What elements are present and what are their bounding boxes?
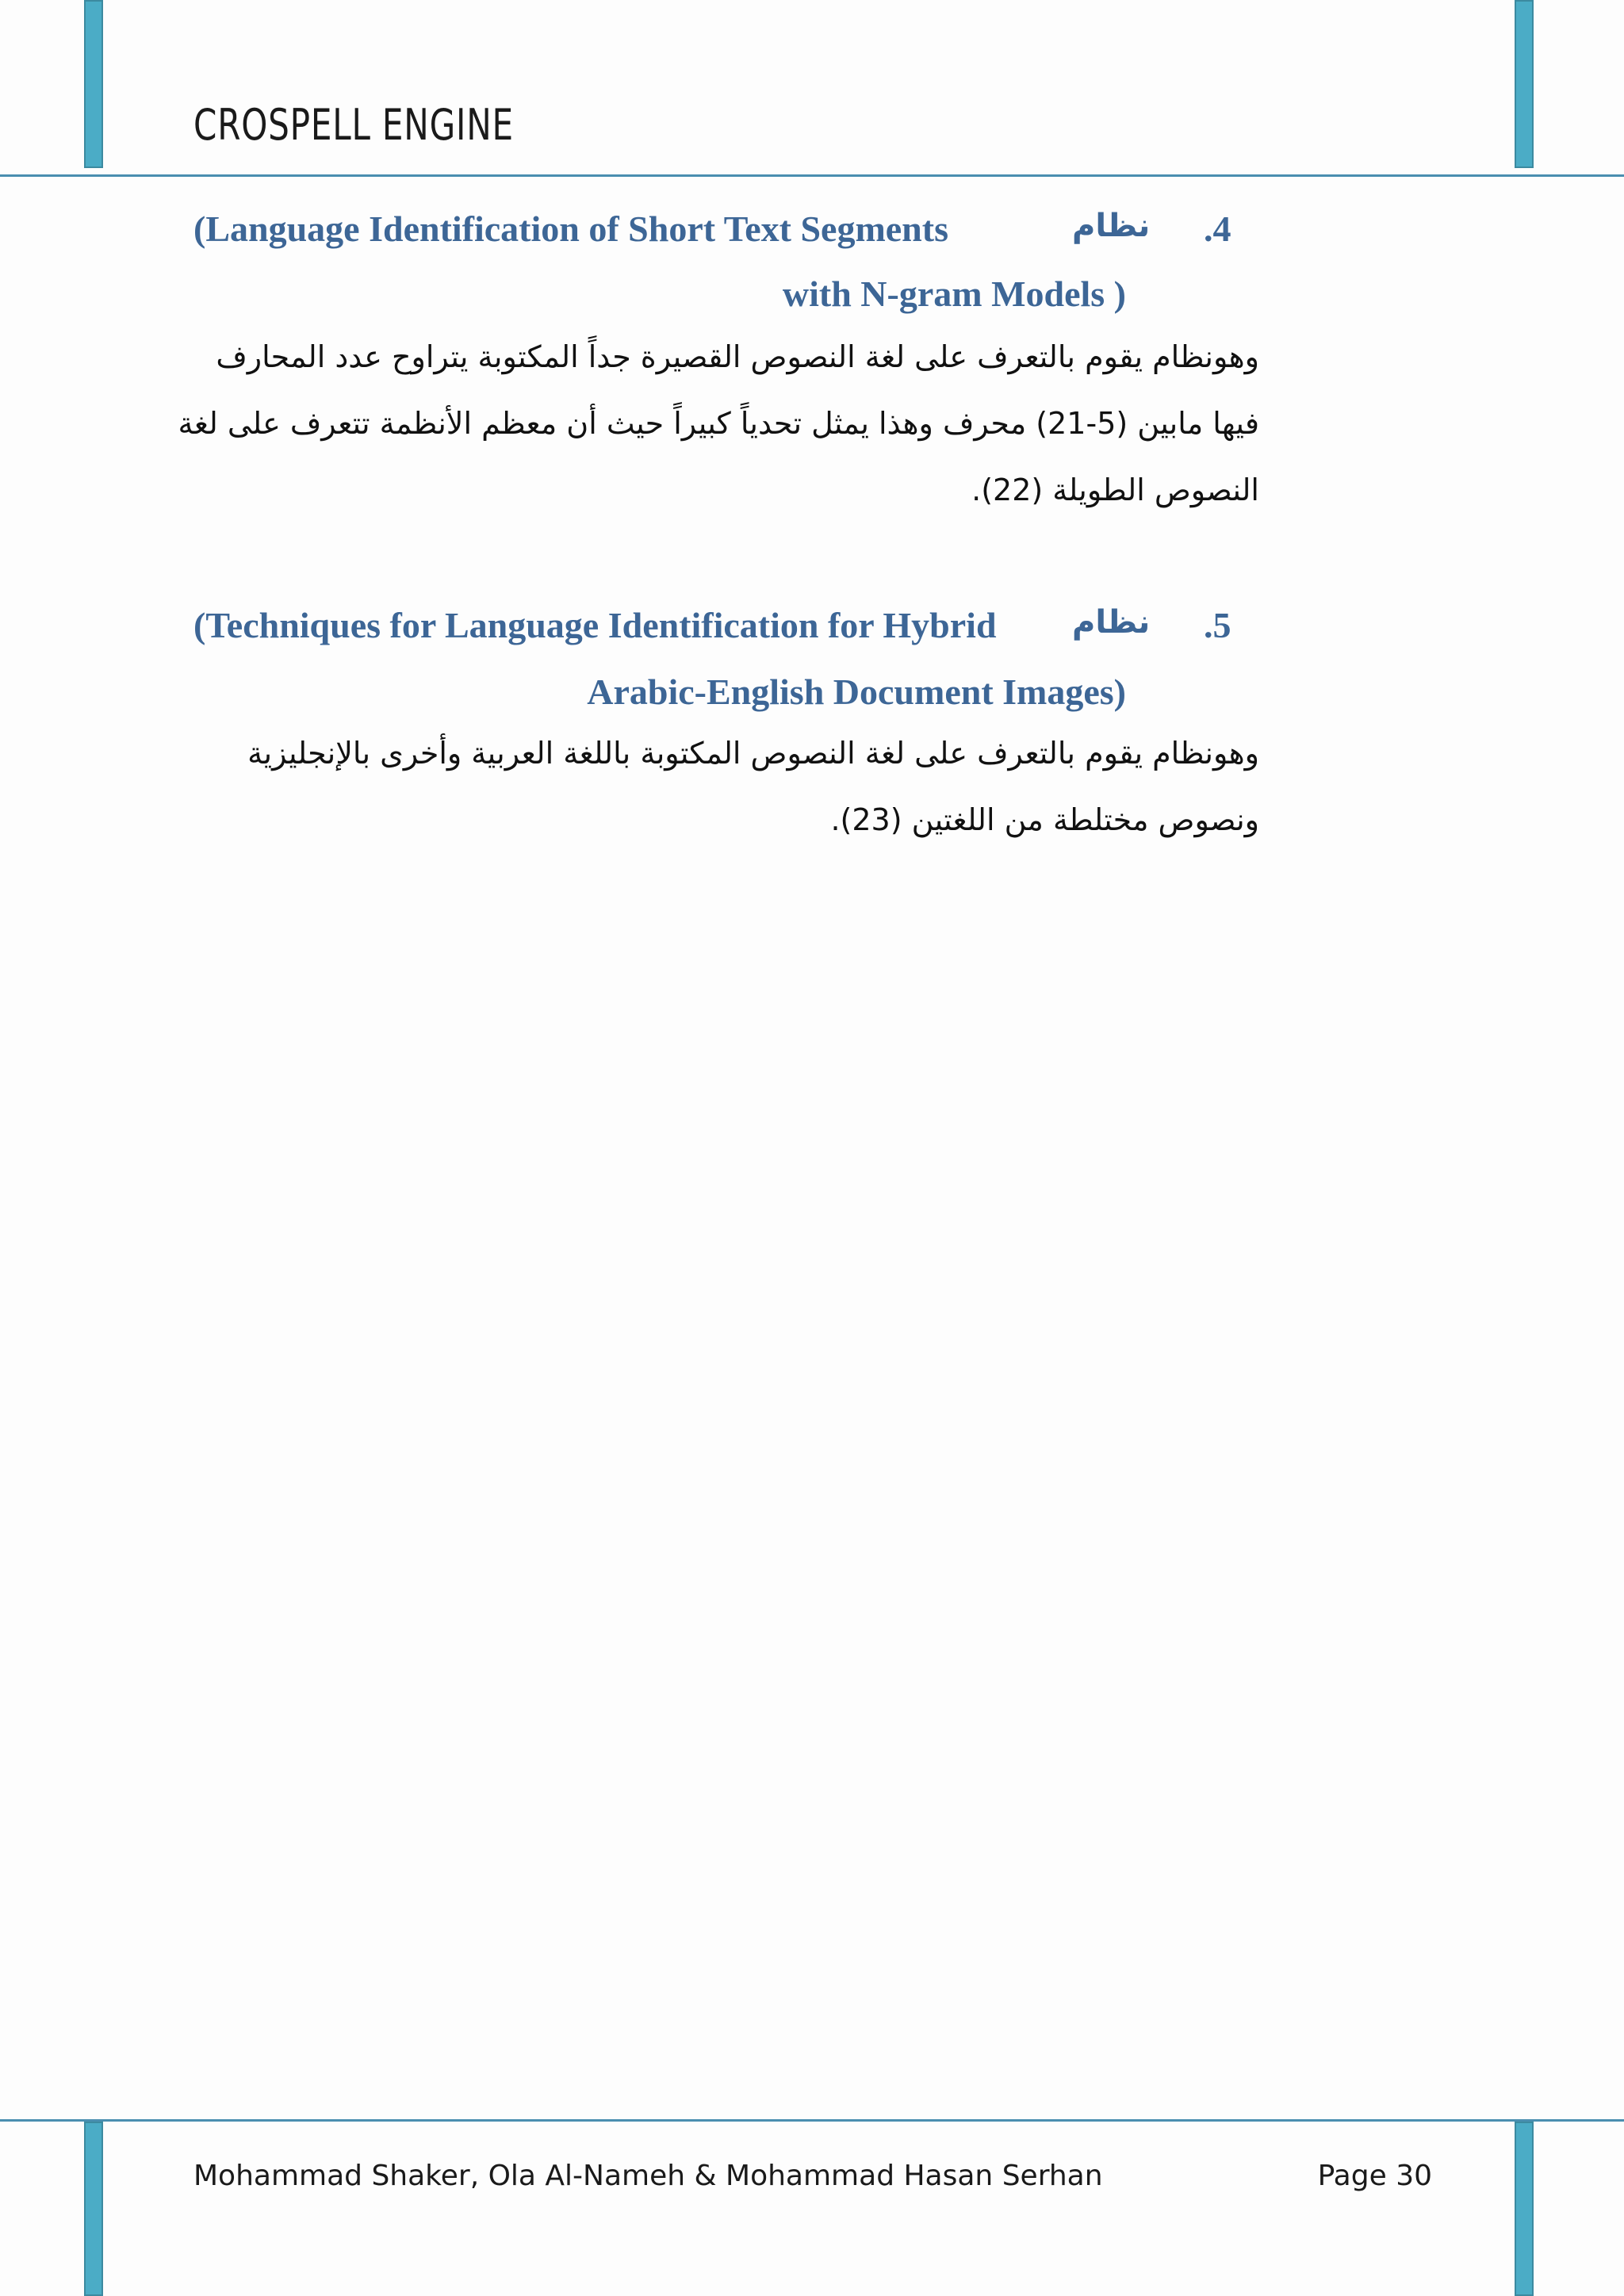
section-4-body-line1: وهونظام يقوم بالتعرف على لغة النصوص القصيرة جداً المكتوبة يتراوح عدد المحارف (216, 339, 1259, 374)
section-5-arabic-label: نظام (1072, 604, 1151, 641)
decorative-bar-top-left (84, 0, 103, 168)
section-4-number: .4 (1204, 209, 1231, 249)
footer-authors: Mohammad Shaker, Ola Al-Nameh & Mohammad Hasan Serhan (193, 2160, 1103, 2192)
section-5-number: .5 (1204, 605, 1231, 645)
section-5-body-line1: وهونظام يقوم بالتعرف على لغة النصوص المكتوبة باللغة العربية وأخرى بالإنجليزية (247, 736, 1259, 771)
header-title: CROSPELL ENGINE (193, 100, 514, 150)
footer-rule (0, 2119, 1624, 2122)
decorative-bar-bottom-right (1515, 2122, 1534, 2296)
decorative-bar-bottom-left (84, 2122, 103, 2296)
footer-page-number: Page 30 (1317, 2160, 1432, 2192)
section-4-arabic-label: نظام (1072, 208, 1151, 244)
section-5-title-line1: (Techniques for Language Identification for Hybrid (193, 605, 997, 645)
section-4-body-line2: فيها مابين (5-21) محرف وهذا يمثل تحدياً كبيراً حيث أن معظم الأنظمة تتعرف على لغة (178, 406, 1259, 441)
section-5-body-line2: ونصوص مختلطة من اللغتين (23). (830, 802, 1259, 837)
section-4-body-line3: النصوص الطويلة (22). (971, 473, 1259, 507)
header-rule (0, 174, 1624, 177)
decorative-bar-top-right (1515, 0, 1534, 168)
section-4-title-line2: with N-gram Models ) (782, 274, 1126, 314)
section-4-title-line1: (Language Identification of Short Text Segments (193, 209, 948, 249)
section-5-title-line2: Arabic-English Document Images) (587, 672, 1126, 712)
